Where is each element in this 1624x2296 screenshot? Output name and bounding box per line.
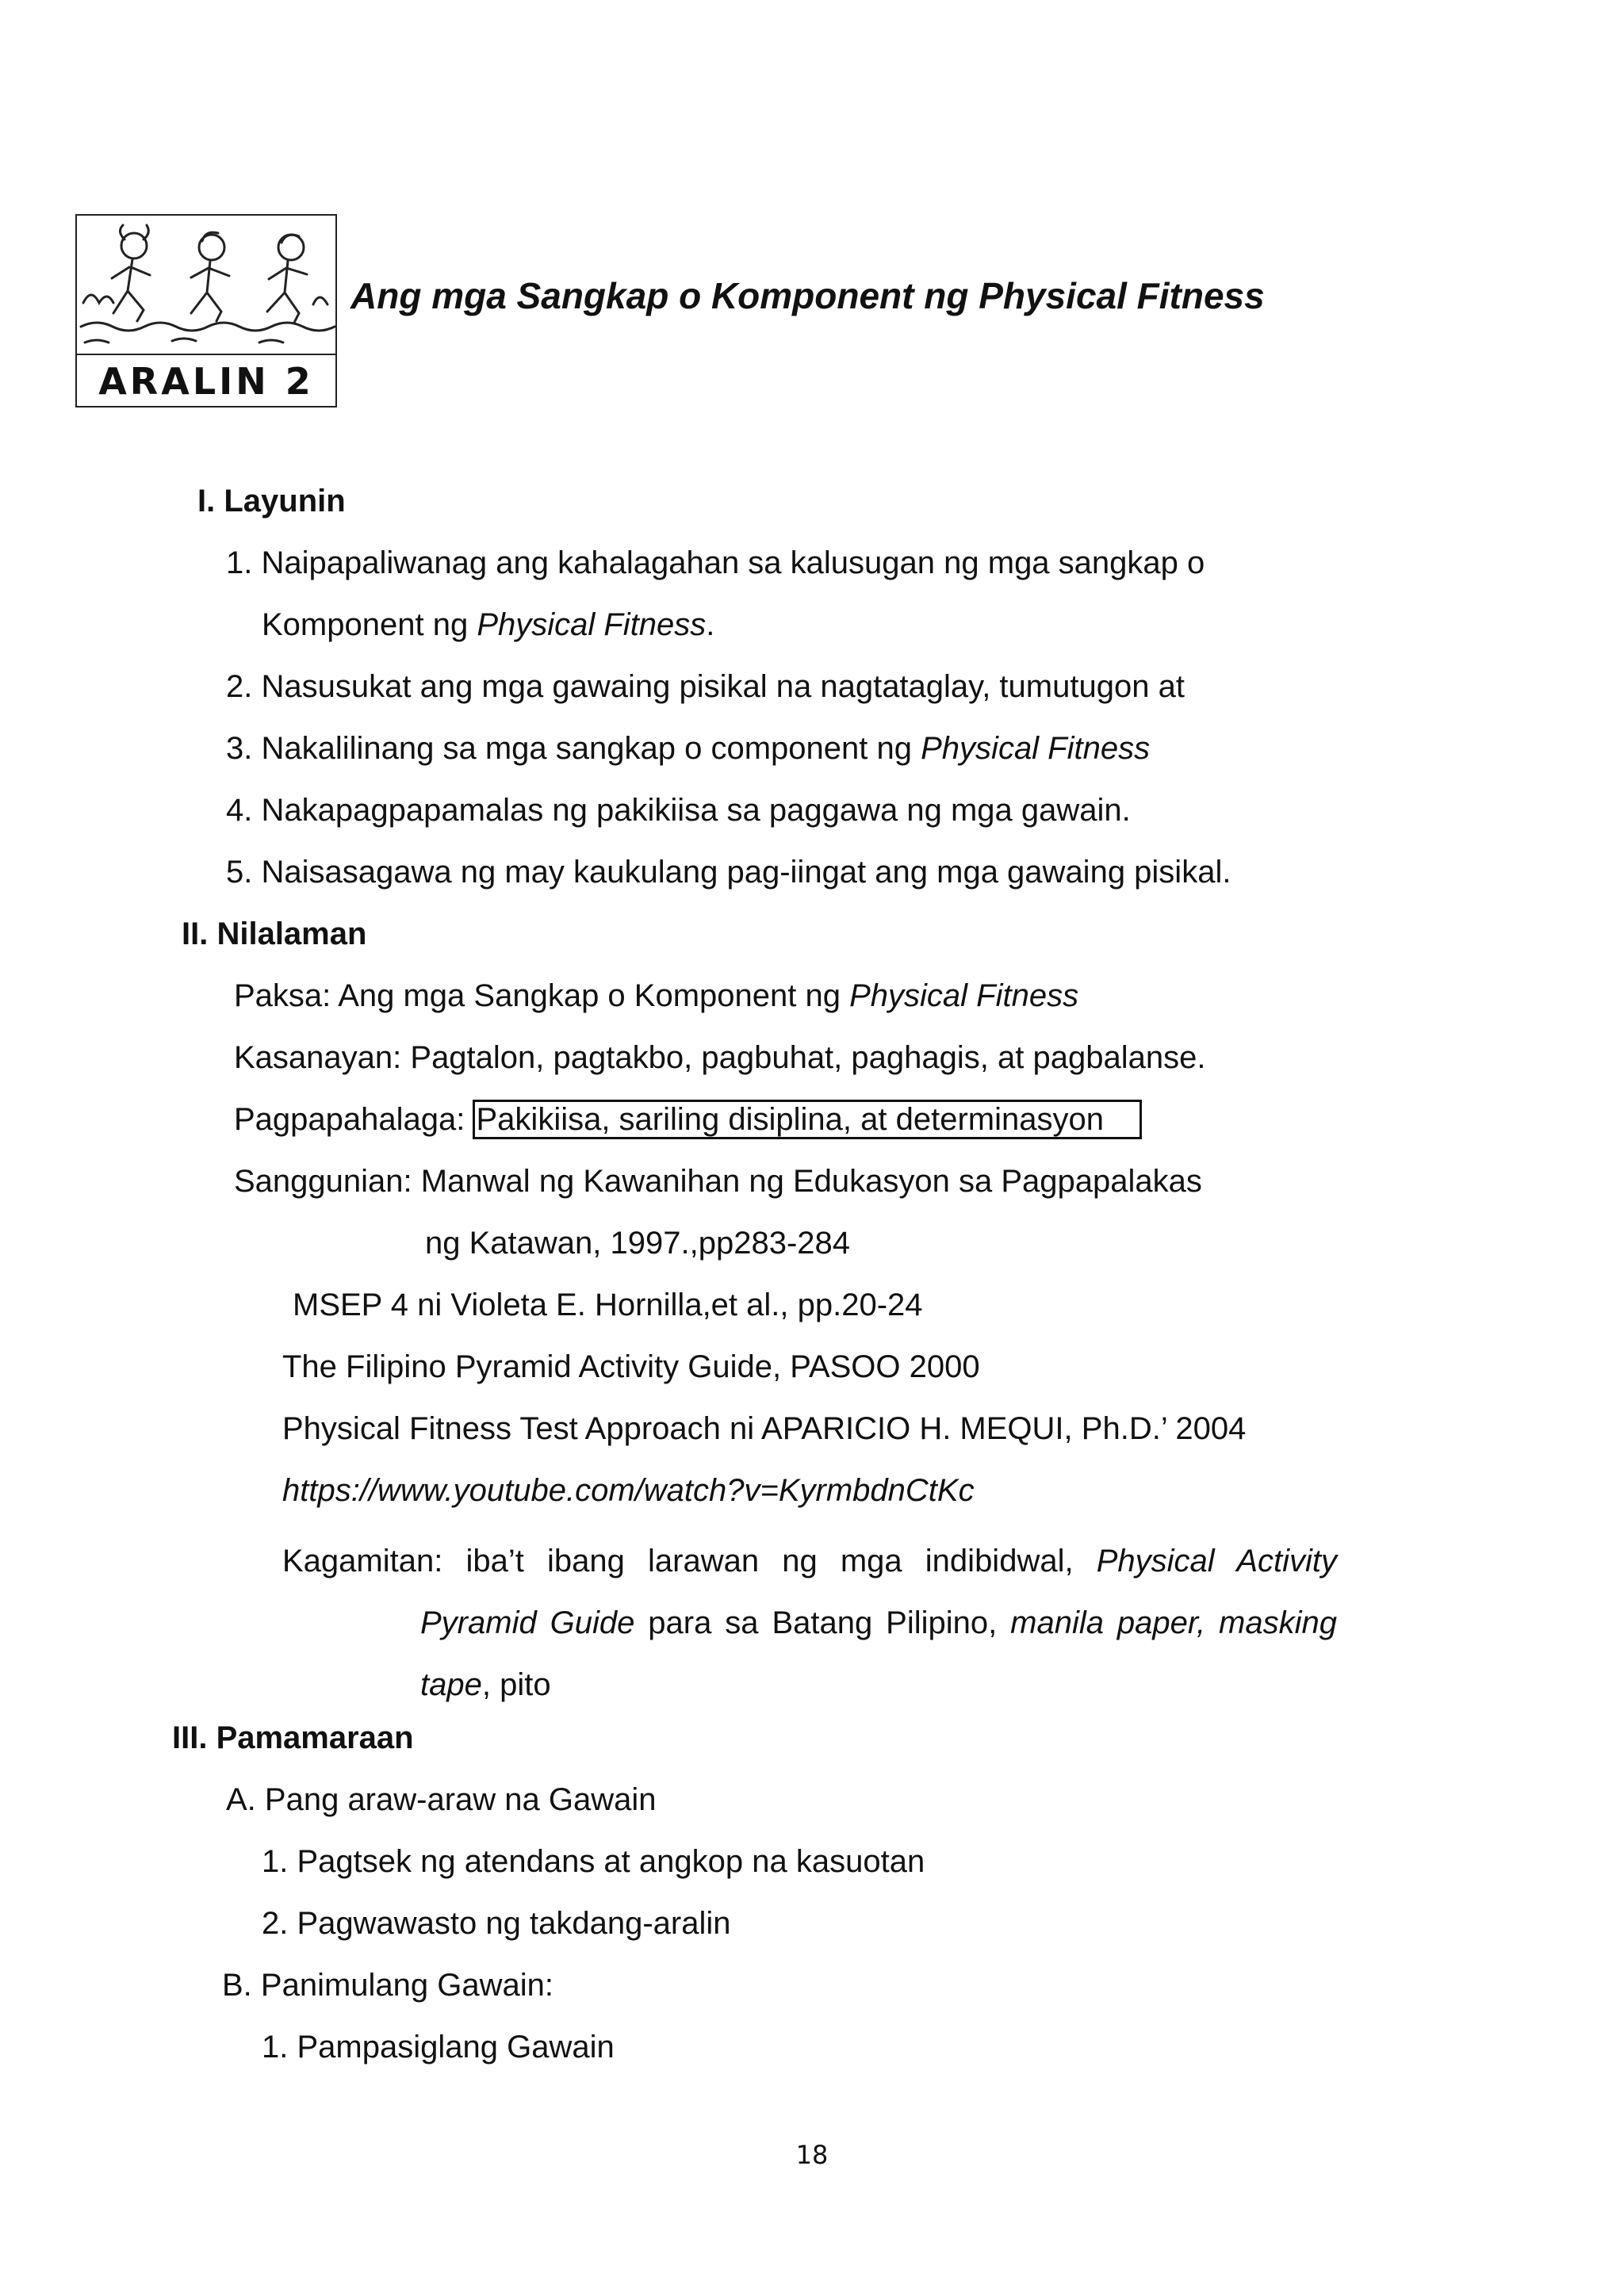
sanggunian-4: Physical Fitness Test Approach ni APARICIO H. MEQUI, Ph.D.’ 2004 — [282, 1411, 1247, 1446]
sanggunian-url: https://www.youtube.com/watch?v=KyrmbdnCtKc — [282, 1473, 975, 1508]
kagamitan-paragraph — [282, 1530, 1337, 1716]
objective-1: 1. Naipapaliwanag ang kahalagahan sa kalusugan ng mga sangkap o — [226, 545, 1205, 580]
objective-3: 3. Nakalilinang sa mga sangkap o component ng Physical Fitness — [226, 731, 1151, 766]
section-heading-nilalaman: II. Nilalaman — [182, 916, 367, 951]
kagamitan-line-1: Kagamitan: iba’t ibang larawan ng mga indibidwal, Physical Activity — [282, 1544, 1337, 1578]
sanggunian-2: MSEP 4 ni Violeta E. Hornilla,et al., pp.20-24 — [293, 1288, 923, 1322]
kagamitan-line-2: Pyramid Guide para sa Batang Pilipino, manila paper, masking — [420, 1605, 1337, 1640]
pamamaraan-a1: 1. Pagtsek ng atendans at angkop na kasuotan — [262, 1844, 925, 1879]
pamamaraan-b1: 1. Pampasiglang Gawain — [262, 2030, 615, 2064]
kagamitan-line-3: tape, pito — [420, 1667, 551, 1702]
objective-1-cont: Komponent ng Physical Fitness. — [262, 607, 715, 642]
objective-4: 4. Nakapagpapamalas ng pakikiisa sa paggawa ng mga gawain. — [226, 793, 1131, 828]
objective-5: 5. Naisasagawa ng may kaukulang pag-iingat ang mga gawaing pisikal. — [226, 855, 1231, 890]
page-number: 18 — [795, 2140, 829, 2170]
kasanayan-line: Kasanayan: Pagtalon, pagtakbo, pagbuhat, paghagis, at pagbalanse. — [234, 1040, 1206, 1075]
pamamaraan-a2: 2. Pagwawasto ng takdang-aralin — [262, 1906, 731, 1941]
lesson-badge-label: ARALIN 2 — [77, 354, 335, 408]
sanggunian-3: The Filipino Pyramid Activity Guide, PASOO 2000 — [282, 1349, 980, 1384]
pamamaraan-b: B. Panimulang Gawain: — [222, 1968, 554, 2003]
paksa-line: Paksa: Ang mga Sangkap o Komponent ng Physical Fitness — [234, 978, 1079, 1013]
objective-2: 2. Nasusukat ang mga gawaing pisikal na nagtataglay, tumutugon at — [226, 669, 1185, 704]
lesson-title: Ang mga Sangkap o Komponent ng Physical Fitness — [350, 275, 1265, 316]
pagpapahalaga-value-box: Pakikiisa, sariling disiplina, at determinasyon — [473, 1100, 1142, 1139]
pagpapahalaga-line: Pagpapahalaga: Pakikiisa, sariling disiplina, at determinasyon — [234, 1100, 1142, 1138]
pamamaraan-a: A. Pang araw-araw na Gawain — [226, 1782, 657, 1817]
running-children-illustration — [77, 216, 335, 354]
sanggunian-1: Sanggunian: Manwal ng Kawanihan ng Edukasyon sa Pagpapalakas — [234, 1164, 1202, 1199]
section-heading-pamamaraan: III. Pamamaraan — [172, 1720, 414, 1755]
sanggunian-1-cont: ng Katawan, 1997.,pp283-284 — [425, 1226, 850, 1261]
lesson-badge — [75, 214, 337, 408]
section-heading-layunin: I. Layunin — [197, 484, 346, 519]
